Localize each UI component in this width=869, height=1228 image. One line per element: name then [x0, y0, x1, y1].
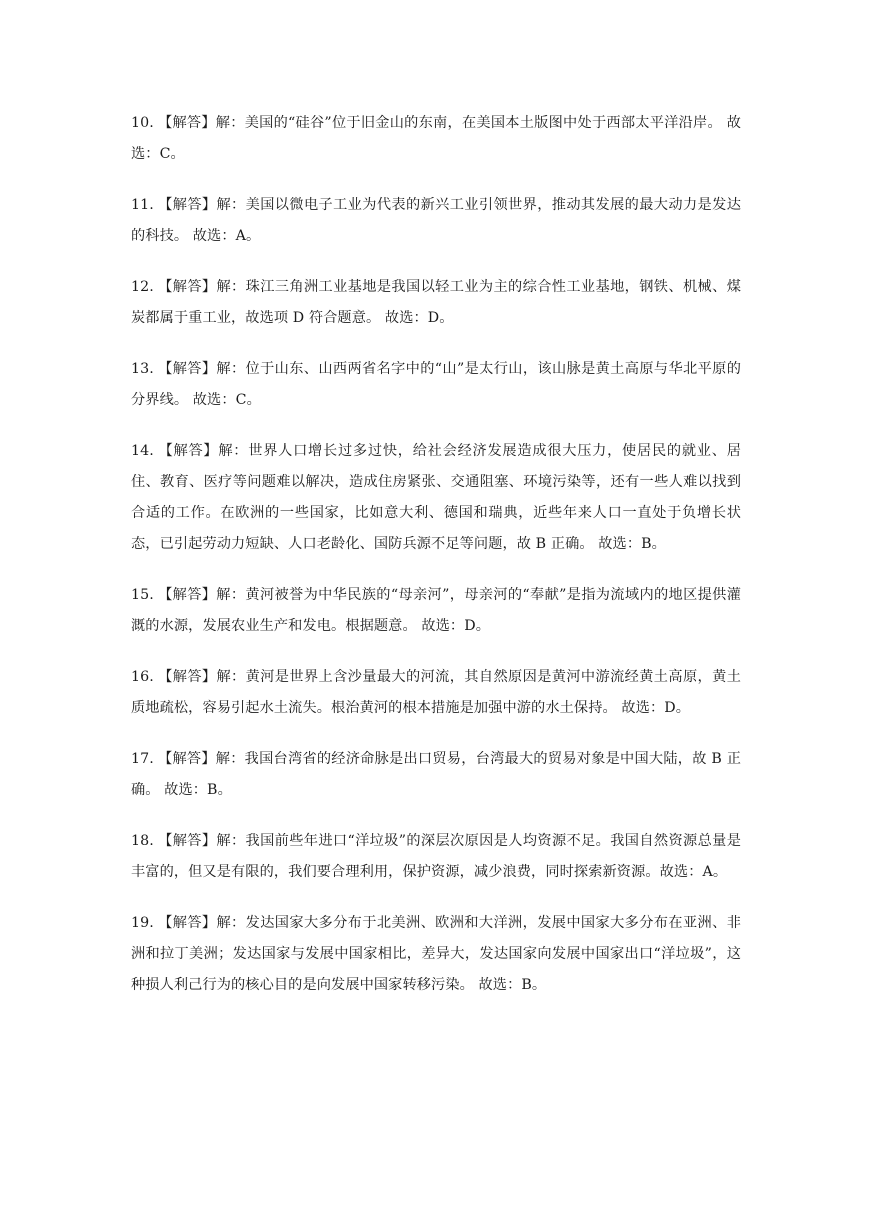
- answer-number: 18.: [131, 833, 154, 849]
- answer-number: 10.: [131, 115, 154, 131]
- answer-number: 14.: [131, 443, 154, 459]
- answer-number: 17.: [131, 751, 154, 767]
- answer-text: 【解答】解：发达国家大多分布于北美洲、欧洲和大洋洲，发展中国家大多分布在亚洲、非洲和拉丁美洲；发达国家与发展中国家相比，差异大，发达国家向发展中国家出口“洋垃圾”，这种损人利己行为的核心目的是向发展中国家转移污染。 故选：B。: [131, 915, 741, 993]
- answer-item-16: [131, 662, 741, 724]
- answer-text: 【解答】解：美国以微电子工业为代表的新兴工业引领世界，推动其发展的最大动力是发达的科技。 故选：A。: [131, 197, 741, 244]
- answer-text: 【解答】解：珠江三角洲工业基地是我国以轻工业为主的综合性工业基地，钢铁、机械、煤炭都属于重工业，故选项 D 符合题意。 故选：D。: [131, 279, 741, 326]
- answer-text: 【解答】解：黄河被誉为中华民族的“母亲河”，母亲河的“奉献”是指为流域内的地区提供灌溉的水源，发展农业生产和发电。根据题意。 故选：D。: [131, 587, 741, 634]
- answer-text: 【解答】解：我国台湾省的经济命脉是出口贸易，台湾最大的贸易对象是中国大陆，故 B 正确。 故选：B。: [131, 751, 741, 798]
- answer-item-17: [131, 744, 741, 806]
- answer-item-19: [131, 908, 741, 1001]
- answer-item-11: [131, 190, 741, 252]
- answer-item-14: [131, 436, 741, 560]
- answer-list: [131, 108, 741, 1021]
- answer-text: 【解答】解：位于山东、山西两省名字中的“山”是太行山，该山脉是黄土高原与华北平原的分界线。 故选：C。: [131, 361, 741, 408]
- answer-item-10: [131, 108, 741, 170]
- answer-text: 【解答】解：世界人口增长过多过快，给社会经济发展造成很大压力，使居民的就业、居住、教育、医疗等问题难以解决，造成住房紧张、交通阻塞、环境污染等，还有一些人难以找到合适的工作。在欧洲的一些国家，比如意大利、德国和瑞典，近些年来人口一直处于负增长状态，已引起劳动力短缺、人口老龄化、国防兵源不足等问题，故 B 正确。 故选：B。: [131, 443, 741, 552]
- answer-item-15: [131, 580, 741, 642]
- answer-text: 【解答】解：黄河是世界上含沙量最大的河流，其自然原因是黄河中游流经黄土高原，黄土质地疏松，容易引起水土流失。根治黄河的根本措施是加强中游的水土保持。 故选：D。: [131, 669, 741, 716]
- answer-text: 【解答】解：美国的“硅谷”位于旧金山的东南，在美国本土版图中处于西部太平洋沿岸。 故选：C。: [131, 115, 741, 162]
- answer-item-13: [131, 354, 741, 416]
- answer-number: 15.: [131, 587, 154, 603]
- answer-number: 11.: [131, 197, 154, 213]
- answer-text: 【解答】解：我国前些年进口“洋垃圾”的深层次原因是人均资源不足。我国自然资源总量是丰富的，但又是有限的，我们要合理利用，保护资源，减少浪费，同时探索新资源。故选：A。: [131, 833, 741, 880]
- answer-number: 12.: [131, 279, 154, 295]
- answer-item-12: [131, 272, 741, 334]
- answer-item-18: [131, 826, 741, 888]
- answer-number: 13.: [131, 361, 154, 377]
- answer-number: 16.: [131, 669, 154, 685]
- answer-number: 19.: [131, 915, 154, 931]
